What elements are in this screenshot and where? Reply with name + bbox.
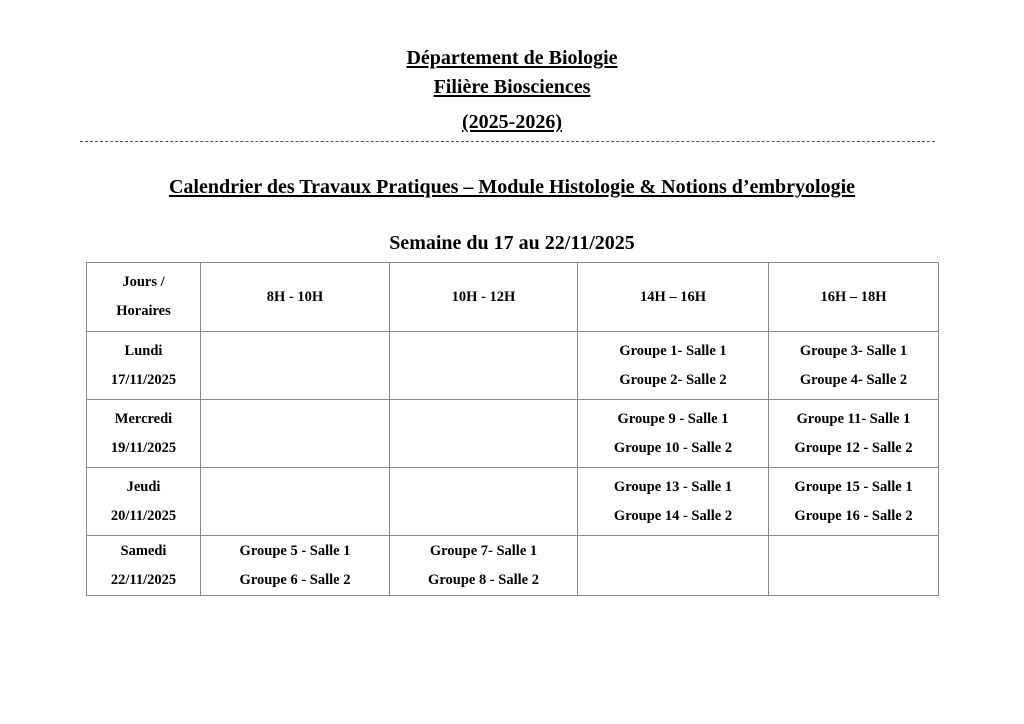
day-name: Jeudi xyxy=(126,478,161,495)
schedule-cell xyxy=(390,400,578,468)
schedule-cell xyxy=(201,400,390,468)
week-label: Semaine du 17 au 22/11/2025 xyxy=(389,232,635,254)
schedule-cell xyxy=(201,468,390,536)
schedule-cell xyxy=(769,536,939,596)
slot-header-cell: 10H - 12H xyxy=(390,263,578,332)
schedule-cell xyxy=(201,536,390,596)
day-name: Lundi xyxy=(124,342,163,359)
filiere-title: Filière Biosciences xyxy=(433,76,591,98)
slot-header-cell: 8H - 10H xyxy=(201,263,390,332)
schedule-cell xyxy=(769,468,939,536)
group-entry: Groupe 16 - Salle 2 xyxy=(794,507,913,524)
schedule-cell xyxy=(201,332,390,400)
day-date: 17/11/2025 xyxy=(110,371,177,388)
group-entry: Groupe 6 - Salle 2 xyxy=(239,571,351,588)
group-entry: Groupe 5 - Salle 1 xyxy=(239,542,351,559)
corner-header-cell xyxy=(87,263,201,332)
table-row xyxy=(87,468,939,536)
group-entry: Groupe 4- Salle 2 xyxy=(799,371,908,388)
department-title: Département de Biologie xyxy=(406,47,618,69)
day-cell xyxy=(87,332,201,400)
day-cell xyxy=(87,536,201,596)
table-row xyxy=(87,332,939,400)
group-entry: Groupe 7- Salle 1 xyxy=(429,542,538,559)
table-row xyxy=(87,400,939,468)
group-entry: Groupe 3- Salle 1 xyxy=(799,342,908,359)
group-entry: Groupe 11- Salle 1 xyxy=(796,410,911,427)
slot-header-cell: 16H – 18H xyxy=(769,263,939,332)
group-entry: Groupe 14 - Salle 2 xyxy=(613,507,733,524)
schedule-cell xyxy=(390,468,578,536)
group-entry: Groupe 9 - Salle 1 xyxy=(617,410,729,427)
schedule-cell xyxy=(390,536,578,596)
day-cell xyxy=(87,400,201,468)
day-name: Samedi xyxy=(120,542,167,559)
group-entry: Groupe 13 - Salle 1 xyxy=(613,478,733,495)
group-entry: Groupe 8 - Salle 2 xyxy=(428,571,539,588)
schedule-cell xyxy=(578,536,769,596)
group-entry: Groupe 15 - Salle 1 xyxy=(794,478,913,495)
calendar-title: Calendrier des Travaux Pratiques – Module Histologie & Notions d’embryologie xyxy=(168,176,856,198)
corner-line-1: Jours / xyxy=(122,274,165,290)
schedule-table xyxy=(86,262,939,596)
group-entry: Groupe 12 - Salle 2 xyxy=(794,439,913,456)
group-entry: Groupe 1- Salle 1 xyxy=(619,342,727,359)
table-row xyxy=(87,536,939,596)
schedule-cell xyxy=(578,332,769,400)
day-date: 22/11/2025 xyxy=(110,571,177,588)
slot-header-cell: 14H – 16H xyxy=(578,263,769,332)
schedule-cell xyxy=(769,332,939,400)
schedule-cell xyxy=(578,468,769,536)
day-cell xyxy=(87,468,201,536)
day-date: 19/11/2025 xyxy=(110,439,177,456)
schedule-cell xyxy=(578,400,769,468)
group-entry: Groupe 10 - Salle 2 xyxy=(613,439,733,456)
dashed-divider xyxy=(80,141,935,142)
academic-year: (2025-2026) xyxy=(462,111,562,133)
group-entry: Groupe 2- Salle 2 xyxy=(619,371,727,388)
day-name: Mercredi xyxy=(114,410,173,427)
header-row xyxy=(87,263,939,332)
day-date: 20/11/2025 xyxy=(110,507,177,524)
schedule-cell xyxy=(390,332,578,400)
corner-line-2: Horaires xyxy=(116,303,171,319)
schedule-cell xyxy=(769,400,939,468)
